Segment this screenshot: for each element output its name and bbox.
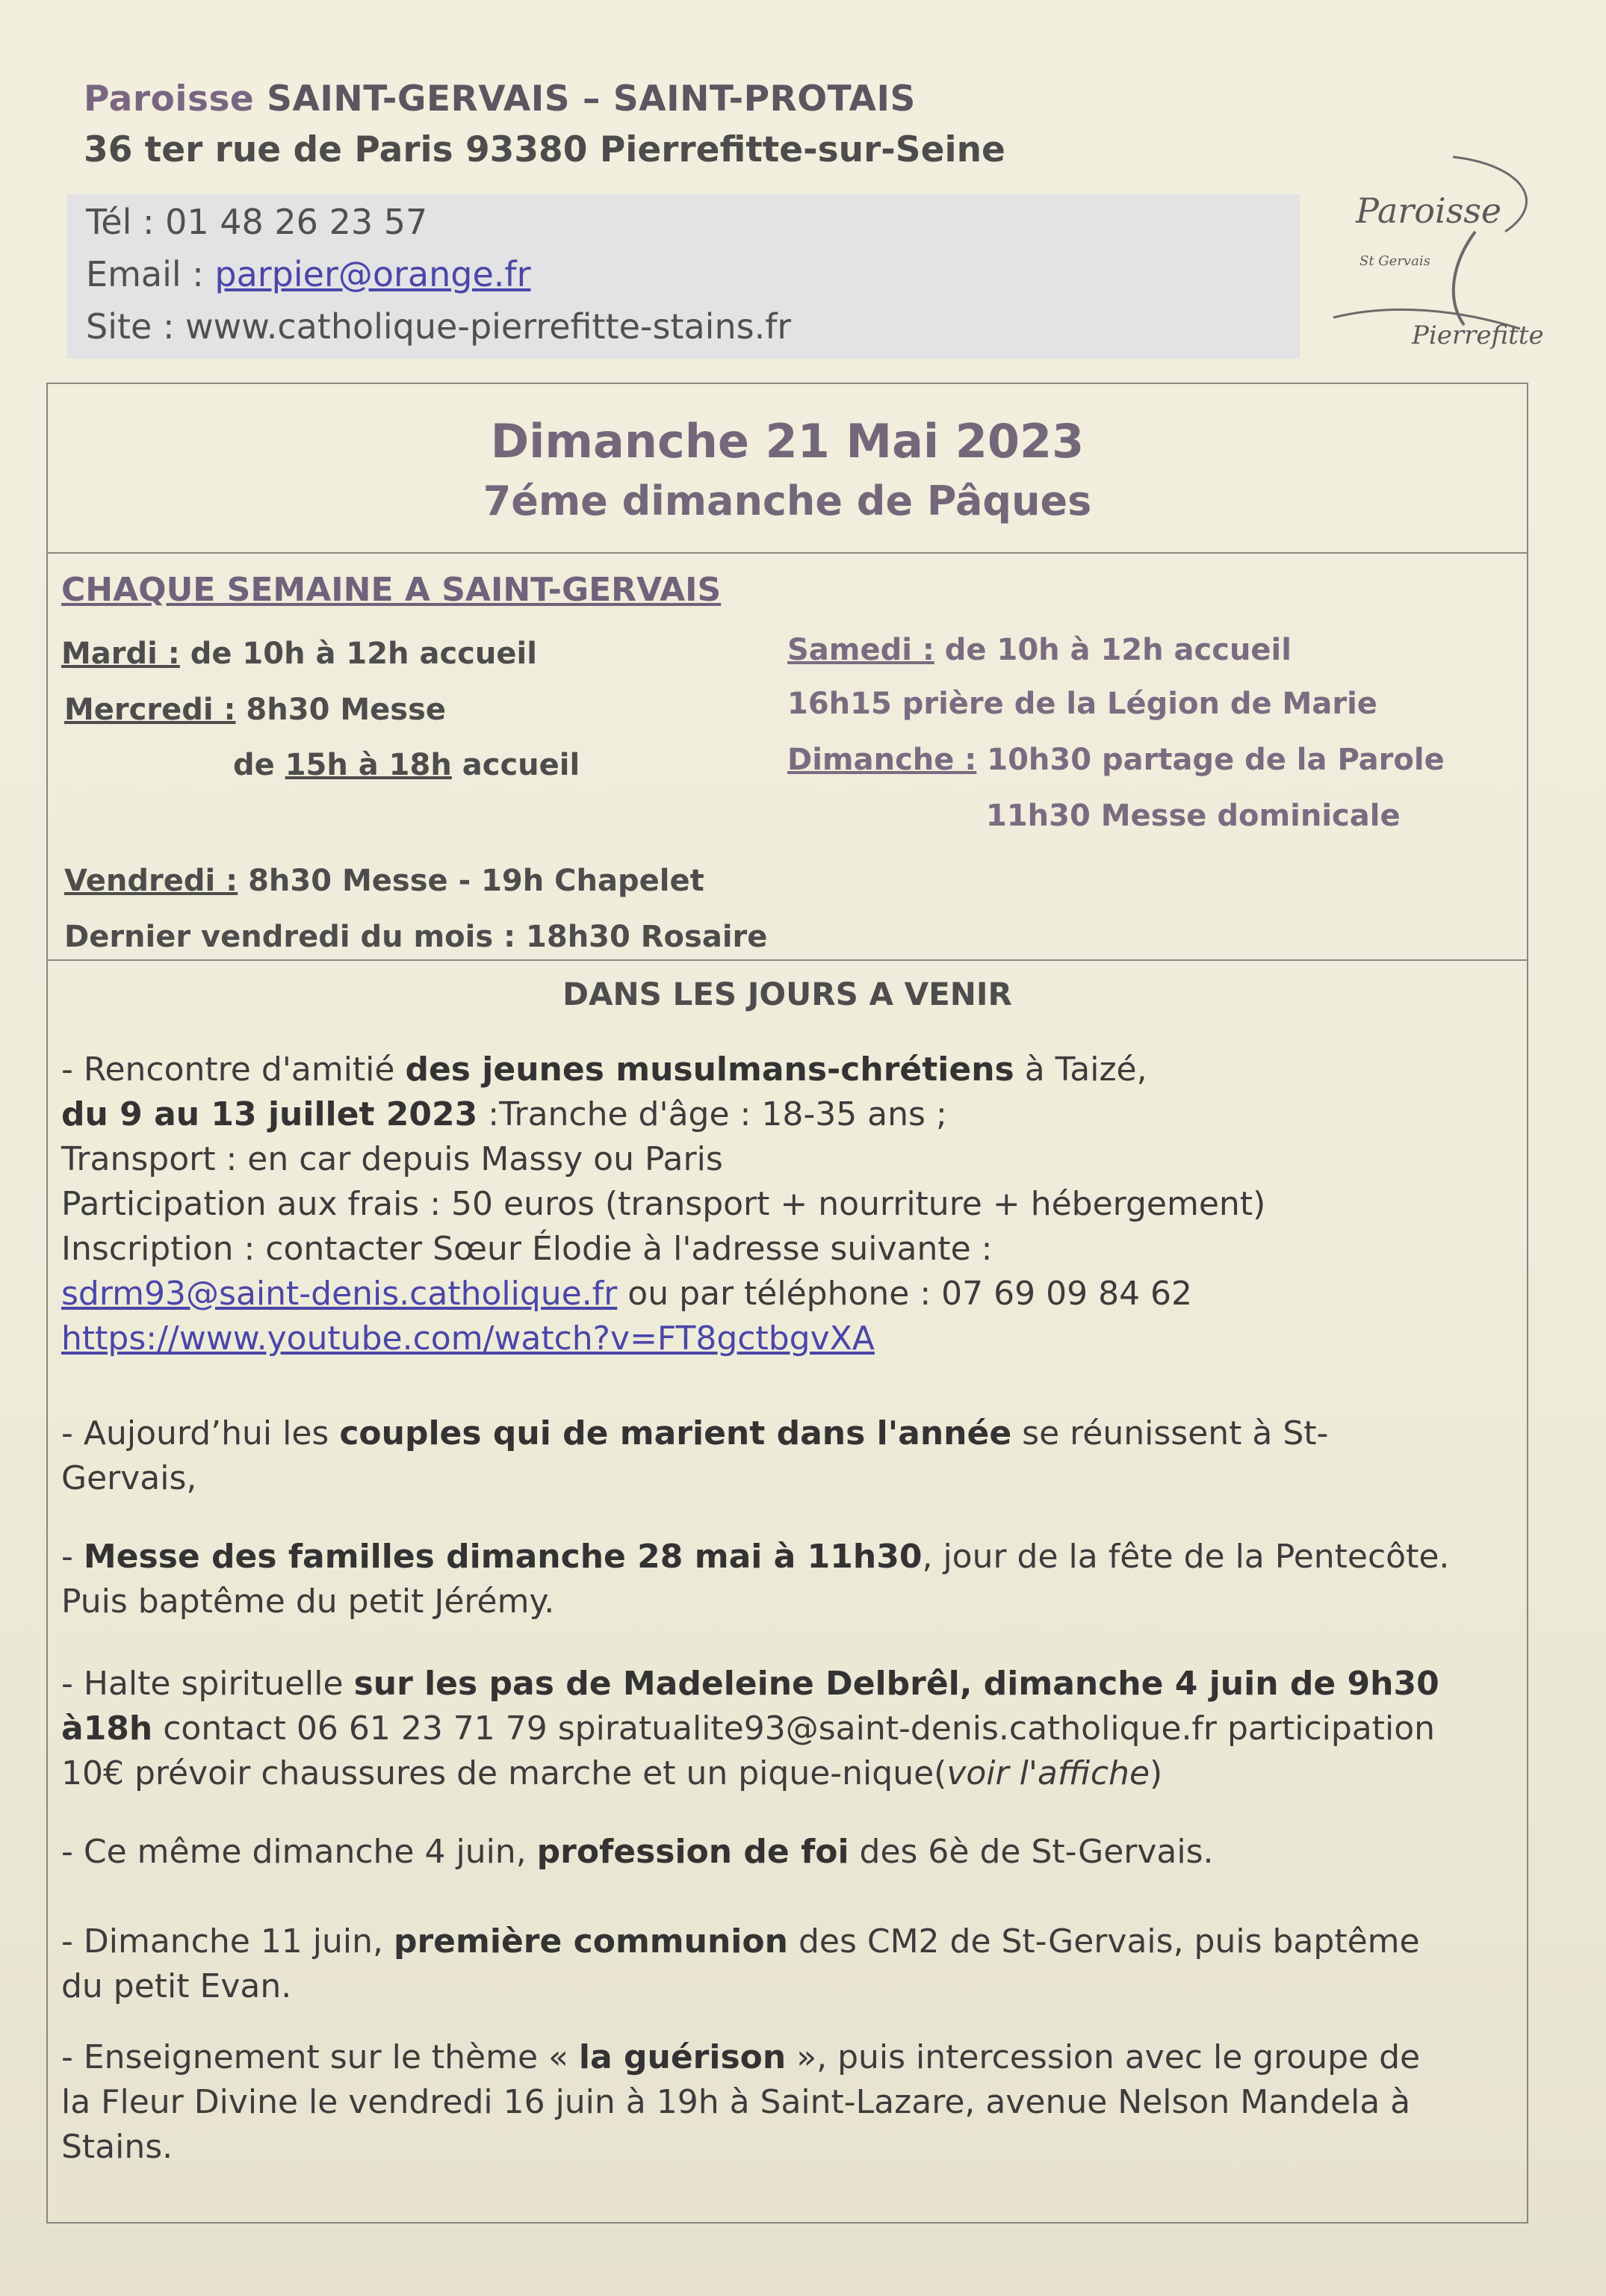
event-messe-familles: - Messe des familles dimanche 28 mai à 11h30, jour de la fête de la Pentecôte. Puis baptême du petit Jérémy. [61,1538,1450,1621]
parish-logo [1326,149,1595,359]
event-taize: - Rencontre d'amitié des jeunes musulmans-chrétiens à Taizé, du 9 au 13 juillet 2023 :Tranche d'âge : 18-35 ans ; Transport : en car depuis Massy ou Paris Participation aux frais : 50 euros (transport + nourriture + hébergement) Inscription : contacter Sœur Élodie à l'adresse suivante : sdrm93@saint-denis.catholique.fr ou par téléphone : 07 69 09 84 62 https://www.youtube.com/watch?v=FT8gctbgvXA [61,1050,1266,1358]
email-link-sdrm93[interactable]: sdrm93@saint-denis.catholique.fr [61,1275,618,1313]
bulletin-subtitle: 7éme dimanche de Pâques [483,477,1092,525]
event-enseignement: - Enseignement sur le thème « la guérison », puis intercession avec le groupe de la Fleur Divine le vendredi 16 juin à 19h à Saint-Lazare, avenue Nelson Mandela à Stains. [61,2038,1421,2166]
schedule-mardi: Mardi : de 10h à 12h accueil [61,637,537,671]
upcoming-title: DANS LES JOURS A VENIR [562,976,1012,1012]
website-line[interactable]: Site : www.catholique-pierrefitte-stains.fr [86,306,792,347]
schedule-samedi-legion: 16h15 prière de la Légion de Marie [787,687,1377,721]
contact-box [67,194,1300,359]
parish-address: 36 ter rue de Paris 93380 Pierrefitte-sur-Seine [84,129,1005,170]
event-halte-spirituelle: - Halte spirituelle sur les pas de Madeleine Delbrêl, dimanche 4 juin de 9h30 à18h contact 06 61 23 71 79 spiratualite93@saint-denis.catholique.fr participation 10€ prévoir chaussures de marche et un pique-nique(voir l'affiche) [61,1665,1439,1792]
schedule-mercredi-accueil: de 15h à 18h accueil [233,748,580,782]
event-profession-foi: - Ce même dimanche 4 juin, profession de foi des 6è de St-Gervais. [61,1833,1214,1871]
logo-text-st-gervais: St Gervais [1359,253,1430,269]
bulletin-date: Dimanche 21 Mai 2023 [490,414,1085,468]
email-link[interactable]: parpier@orange.fr [214,254,531,294]
weekly-schedule [48,552,1527,961]
schedule-samedi: Samedi : de 10h à 12h accueil [787,633,1292,667]
parish-name: Paroisse SAINT-GERVAIS – SAINT-PROTAIS [84,78,916,120]
event-premiere-communion: - Dimanche 11 juin, première communion des CM2 de St-Gervais, puis baptême du petit Evan. [61,1922,1420,2005]
schedule-dernier-vendredi: Dernier vendredi du mois : 18h30 Rosaire [64,920,768,954]
weekly-title: CHAQUE SEMAINE A SAINT-GERVAIS [61,571,722,609]
upcoming-events [48,959,1527,2222]
logo-text-paroisse: Paroisse [1356,191,1502,231]
schedule-vendredi: Vendredi : 8h30 Messe - 19h Chapelet [64,864,704,898]
phone-number: Tél : 01 48 26 23 57 [86,202,428,242]
event-couples: - Aujourd’hui les couples qui de marient dans l'année se réunissent à St- Gervais, [61,1414,1329,1497]
youtube-link[interactable]: https://www.youtube.com/watch?v=FT8gctbgvXA [61,1319,875,1358]
email-line: Email : parpier@orange.fr [86,254,531,294]
schedule-dimanche: Dimanche : 10h30 partage de la Parole [787,743,1445,777]
schedule-mercredi: Mercredi : 8h30 Messe [64,693,447,727]
bulletin-frame [46,383,1528,2224]
schedule-dimanche-messe: 11h30 Messe dominicale [986,799,1401,833]
logo-text-pierrefitte: Pierrefitte [1412,321,1544,350]
parish-header [67,71,1486,366]
title-block [48,384,1527,554]
